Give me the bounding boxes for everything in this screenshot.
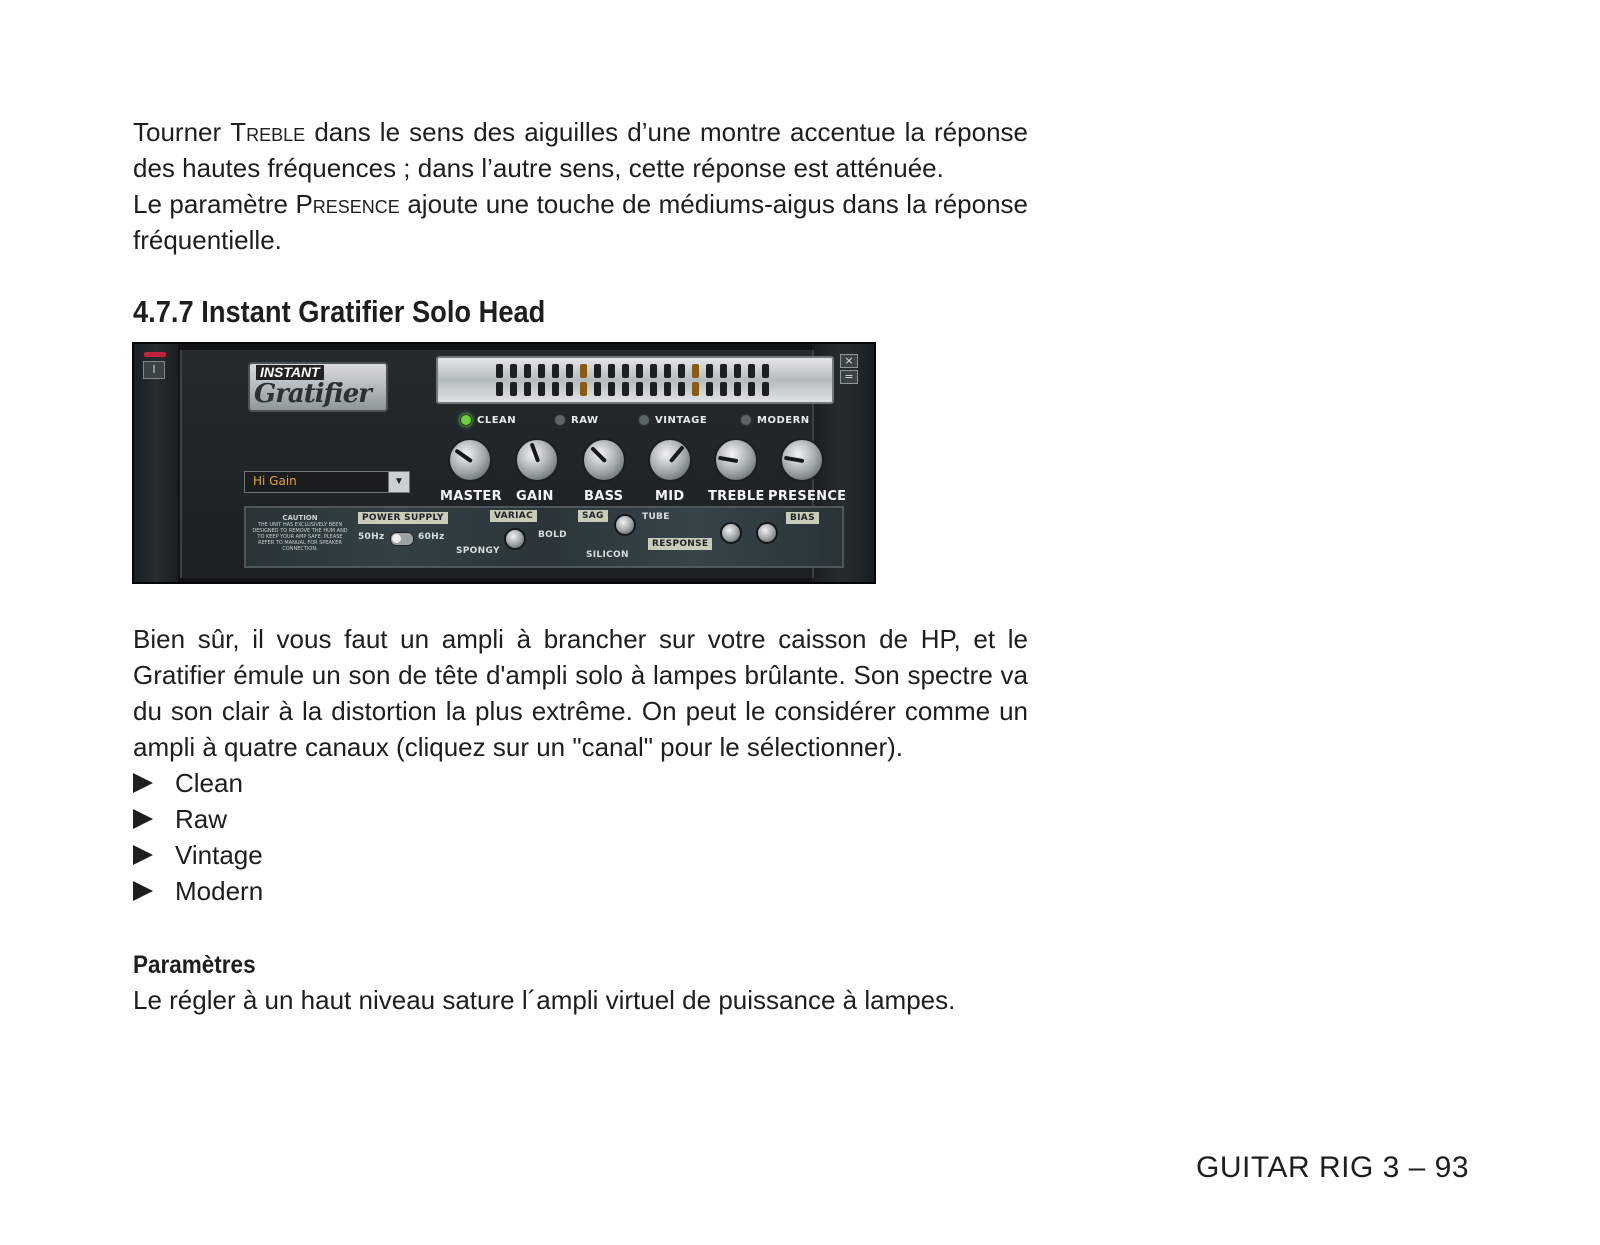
gain-knob[interactable] <box>515 438 559 482</box>
preset-dropdown[interactable] <box>244 471 410 493</box>
channel-modern[interactable] <box>740 414 810 426</box>
treble-knob[interactable] <box>714 438 758 482</box>
preset-value: Hi Gain <box>253 474 297 488</box>
logo-main-text: Gratifier <box>254 379 371 409</box>
hz50-label: 50Hz <box>358 532 385 542</box>
presence-label: PRESENCE <box>768 489 847 504</box>
page-footer: GUITAR RIG 3 – 93 <box>1196 1151 1470 1184</box>
raw-led <box>554 414 566 426</box>
para1-text-c: Le paramètre <box>133 189 296 219</box>
presence-knob[interactable] <box>780 438 824 482</box>
hz60-label: 60Hz <box>418 532 445 542</box>
caution-text: THE UNIT HAS EXCLUSIVELY BEEN DESIGNED TO REMOVE THE HUM AND TO KEEP YOUR AMP SAFE. PLEASE REFER TO MANUAL FOR SPEAKER CONNECTION. <box>252 522 348 552</box>
mid-knob[interactable] <box>648 438 692 482</box>
response-tag: RESPONSE <box>648 538 712 550</box>
channel-modern-label: MODERN <box>757 414 810 426</box>
vent-row-top <box>496 364 769 378</box>
vent-row-bottom <box>496 382 769 396</box>
list-item <box>133 837 263 873</box>
clean-led <box>460 414 472 426</box>
list-item <box>133 873 263 909</box>
variac-tag: VARIAC <box>490 510 537 522</box>
vintage-led <box>638 414 650 426</box>
gratifier-description: Bien sûr, il vous faut un ampli à brancher sur votre caisson de HP, et le Gratifier émule un son de tête d'ampli solo à lampes brûlante. Son spectre va du son clair à la distortion la plus extrême. On peut le considérer comme un ampli à quatre canaux (cliquez sur un "canal" pour le sélectionner). <box>133 624 1028 762</box>
channel-raw-label: RAW <box>571 414 599 426</box>
treble-term: Treble <box>230 117 306 147</box>
treble-presence-paragraph <box>133 114 1028 258</box>
caution-title: CAUTION <box>282 514 318 522</box>
presence-term: Presence <box>295 189 400 219</box>
power-button[interactable]: I <box>143 361 165 379</box>
master-knob[interactable] <box>448 438 492 482</box>
logo-top-text: INSTANT <box>256 365 324 380</box>
modern-led <box>740 414 752 426</box>
bias-knob[interactable] <box>756 522 778 544</box>
caution-notice <box>252 514 348 552</box>
list-item <box>133 765 263 801</box>
left-rail <box>134 344 178 582</box>
minimize-button[interactable]: = <box>840 370 858 384</box>
power-supply-tag: POWER SUPPLY <box>358 512 448 524</box>
list-item-label: Vintage <box>175 840 263 870</box>
channel-raw[interactable] <box>554 414 599 426</box>
triangle-bullet-icon <box>133 845 153 865</box>
variac-knob[interactable] <box>504 528 526 550</box>
channel-clean-label: CLEAN <box>477 414 517 426</box>
bass-label: BASS <box>584 489 624 504</box>
triangle-bullet-icon <box>133 773 153 793</box>
spongy-label: SPONGY <box>456 546 500 556</box>
power-led <box>144 352 166 357</box>
parameters-subheading: Paramètres <box>133 951 256 979</box>
para1-text-a: Tourner <box>133 117 231 147</box>
para1-text-d: ajoute une touche de médiums-aigus dans la réponse fréquentielle. <box>133 189 1028 255</box>
mid-label: MID <box>655 489 685 504</box>
instant-gratifier-amp-module <box>132 342 876 584</box>
treble-label: TREBLE <box>708 489 765 504</box>
channel-clean[interactable] <box>460 414 516 426</box>
bass-knob[interactable] <box>582 438 626 482</box>
sag-tag: SAG <box>578 510 608 522</box>
master-label: MASTER <box>440 489 502 504</box>
triangle-bullet-icon <box>133 809 153 829</box>
list-item-label: Clean <box>175 768 243 798</box>
amp-face <box>180 350 847 578</box>
silicon-label: SILICON <box>586 550 629 560</box>
list-item <box>133 801 263 837</box>
tube-label: TUBE <box>642 512 670 522</box>
para1-text-b: dans le sens des aiguilles d’une montre accentue la réponse des hautes fréquences ; dans l’autre sens, cette réponse est atténuée. <box>133 117 1028 183</box>
bias-tag: BIAS <box>786 512 819 524</box>
list-item-label: Raw <box>175 804 228 834</box>
triangle-bullet-icon <box>133 881 153 901</box>
list-item-label: Modern <box>175 876 264 906</box>
channel-list <box>133 765 263 909</box>
tube-vent-grille <box>436 356 834 404</box>
bold-label: BOLD <box>538 530 567 540</box>
parameters-text: Le régler à un haut niveau sature l´ampli virtuel de puissance à lampes. <box>133 985 956 1015</box>
channel-vintage[interactable] <box>638 414 707 426</box>
close-button[interactable]: × <box>840 354 858 368</box>
section-heading: 4.7.7 Instant Gratifier Solo Head <box>133 294 546 329</box>
response-knob[interactable] <box>720 522 742 544</box>
power-supply-switch[interactable] <box>390 532 414 546</box>
sag-knob[interactable] <box>614 514 636 536</box>
gain-label: GAIN <box>516 489 554 504</box>
channel-vintage-label: VINTAGE <box>655 414 708 426</box>
rear-control-panel <box>244 506 844 568</box>
gratifier-logo <box>248 362 388 412</box>
chevron-down-icon[interactable]: ▼ <box>388 472 409 492</box>
